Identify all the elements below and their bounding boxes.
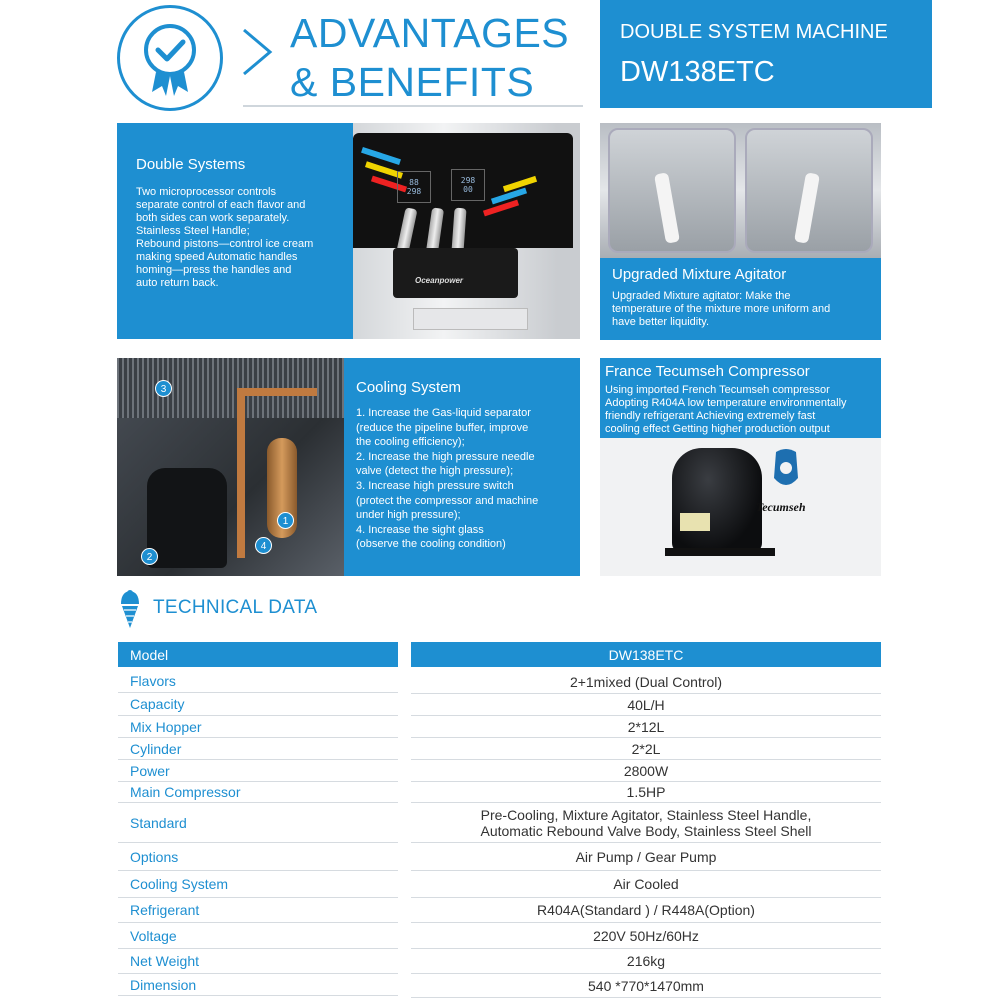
brand-label: Oceanpower [415,276,464,285]
agitator-panel [600,258,881,340]
table-row-label: Voltage [118,923,398,949]
table-row-label: Flavors [118,669,398,693]
table-row-value: R404A(Standard ) / R448A(Option) [411,898,881,923]
double-systems-panel [117,123,353,339]
tecumseh-logo-icon [768,448,804,496]
divider [243,105,583,107]
marker-3: 3 [155,380,172,397]
table-row-label: Capacity [118,693,398,716]
table-row-value: 216kg [411,949,881,974]
marker-4: 4 [255,537,272,554]
table-row-value: 2*12L [411,716,881,738]
compressor-panel [600,358,881,438]
cooling-text: 1. Increase the Gas-liquid separator (reduce the pipeline buffer, improve the cooling efficiency); 2. Increase the high pressure needle valve (detect the high pressure); 3. Increase high pressure switch (protect the compressor and machine under high pressure); 4. Increase the sight glass (observe the cooling condition) [356,407,539,551]
cooling-title: Cooling System [356,379,462,396]
table-row-label: Main Compressor [118,782,398,803]
left-display: 88 298 [397,171,431,203]
table-row-label: Cooling System [118,871,398,898]
table-row-label: Power [118,760,398,782]
agitator-text: Upgraded Mixture agitator: Make the temperature of the mixture more uniform and have better liquidity. [612,290,831,328]
table-row-label: Options [118,843,398,871]
table-row-value: 2+1mixed (Dual Control) [411,669,881,694]
agitator-title: Upgraded Mixture Agitator [612,266,787,283]
table-row-value: 2*2L [411,738,881,760]
double-systems-title: Double Systems [136,156,246,173]
table-row-label: Standard [118,803,398,843]
table-row-label: Cylinder [118,738,398,760]
table-row-value: 540 *770*1470mm [411,974,881,998]
cooling-panel [344,358,580,576]
table-row-label: Mix Hopper [118,716,398,738]
right-display: 298 00 [451,169,485,201]
table-row-value: Pre-Cooling, Mixture Agitator, Stainless Steel Handle, Automatic Rebound Valve Body, Stainless Steel Shell [411,803,881,843]
tecumseh-logo-text: Tecumseh [756,500,806,514]
marker-2: 2 [141,548,158,565]
model-number: DW138ETC [620,56,775,88]
agitator-photo [600,123,881,258]
compressor-text: Using imported French Tecumseh compressor Adopting R404A low temperature environmentally friendly refrigerant Achieving extremely fast cooling effect Getting higher production output [605,384,847,435]
table-row-value: 2800W [411,760,881,782]
technical-data-title: TECHNICAL DATA [153,597,318,618]
table-row-value: 40L/H [411,694,881,716]
compressor-photo [600,438,881,576]
machine-photo [353,123,580,339]
compressor-title: France Tecumseh Compressor [605,363,810,380]
table-row-label: Dimension [118,974,398,996]
chevron-right-icon [240,28,274,76]
table-row-value: 1.5HP [411,782,881,803]
table-header-label: Model [118,642,398,667]
ice-cream-icon [118,588,142,630]
table-row-value: 220V 50Hz/60Hz [411,923,881,949]
table-header-value: DW138ETC [411,642,881,667]
table-row-value: Air Pump / Gear Pump [411,843,881,871]
page-title: ADVANTAGES & BENEFITS [290,10,570,105]
machine-type: DOUBLE SYSTEM MACHINE [620,21,888,43]
marker-1: 1 [277,512,294,529]
model-banner [600,0,932,108]
table-row-label: Refrigerant [118,898,398,923]
badge-icon [117,5,223,111]
double-systems-text: Two microprocessor controls separate control of each flavor and both sides can work separately. Stainless Steel Handle; Rebound pistons—control ice cream making speed Automatic handles homing—press the handles and auto return back. [136,186,314,289]
cooling-photo [117,358,344,576]
table-row-value: Air Cooled [411,871,881,898]
table-row-label: Net Weight [118,949,398,974]
